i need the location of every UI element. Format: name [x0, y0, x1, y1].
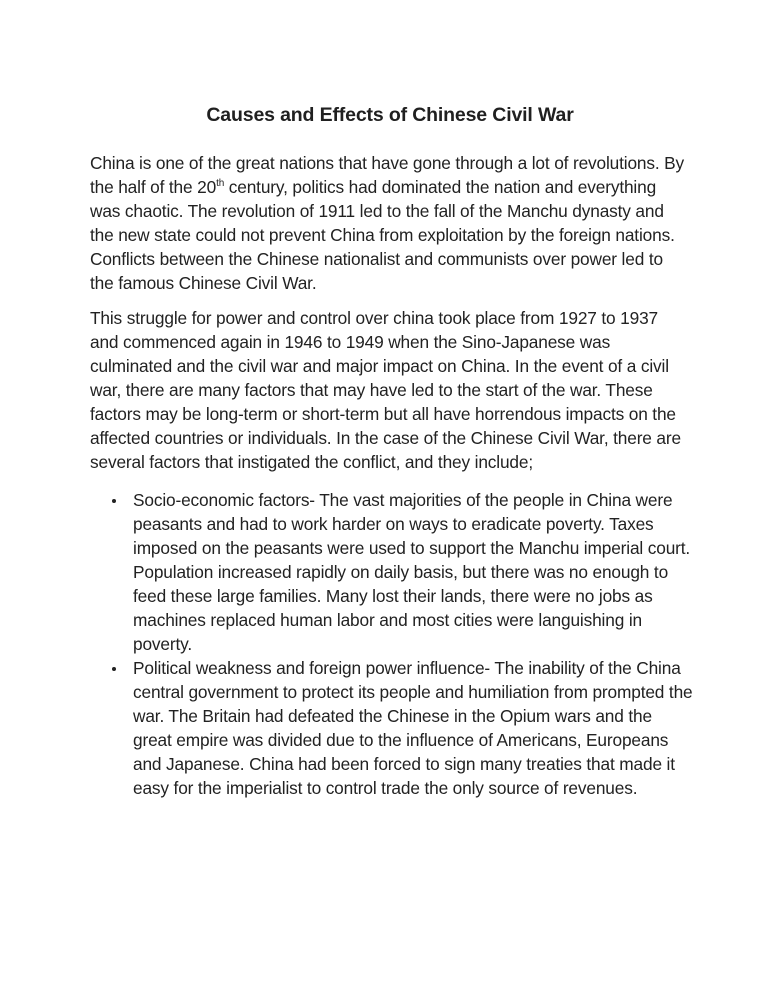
- factors-list: [90, 488, 693, 800]
- document-title: Causes and Effects of Chinese Civil War: [206, 104, 574, 126]
- paragraph-struggle: This struggle for power and control over china took place from 1927 to 1937 and commenced again in 1946 to 1949 when the Sino-Japanese was culminated and the civil war and major impact on China. In the event of a civil war, there are many factors that may have led to the start of the war. These factors may be long-term or short-term but all have horrendous impacts on the affected countries or individuals. In the case of the Chinese Civil War, there are several factors that instigated the conflict, and they include;: [90, 308, 681, 472]
- list-item-text: Socio-economic factors- The vast majorities of the people in China were peasants and had to work harder on ways to eradicate poverty. Taxes imposed on the peasants were used to support the Manchu imperial court. Population increased rapidly on daily basis, but there was no enough to feed these large families. Many lost their lands, there were no jobs as machines replaced human labor and most cities were languishing in poverty.: [133, 490, 691, 654]
- bullet-icon: [112, 499, 116, 503]
- paragraph-intro: [90, 151, 690, 295]
- list-item: [90, 488, 693, 656]
- ordinal-superscript: th: [216, 178, 225, 189]
- paragraph-intro-text-a: China is one of the great nations that have gone through a lot of revolutions. By the half of the 20: [90, 153, 685, 197]
- list-item-text: Political weakness and foreign power influence- The inability of the China central government to protect its people and humiliation from prompted the war. The Britain had defeated the Chinese in the Opium wars and the great empire was divided due to the influence of Americans, Europeans and Japanese. China had been forced to sign many treaties that made it easy for the imperialist to control trade the only source of revenues.: [133, 658, 693, 798]
- list-item: [90, 656, 693, 800]
- bullet-icon: [112, 667, 116, 671]
- paragraph-intro-text-b: century, politics had dominated the nation and everything was chaotic. The revolution of 1911 led to the fall of the Manchu dynasty and the new state could not prevent China from exploitation by the foreign nations. Conflicts between the Chinese nationalist and communists over power led to the famous Chinese Civil War.: [90, 177, 675, 293]
- document-page: [90, 101, 693, 800]
